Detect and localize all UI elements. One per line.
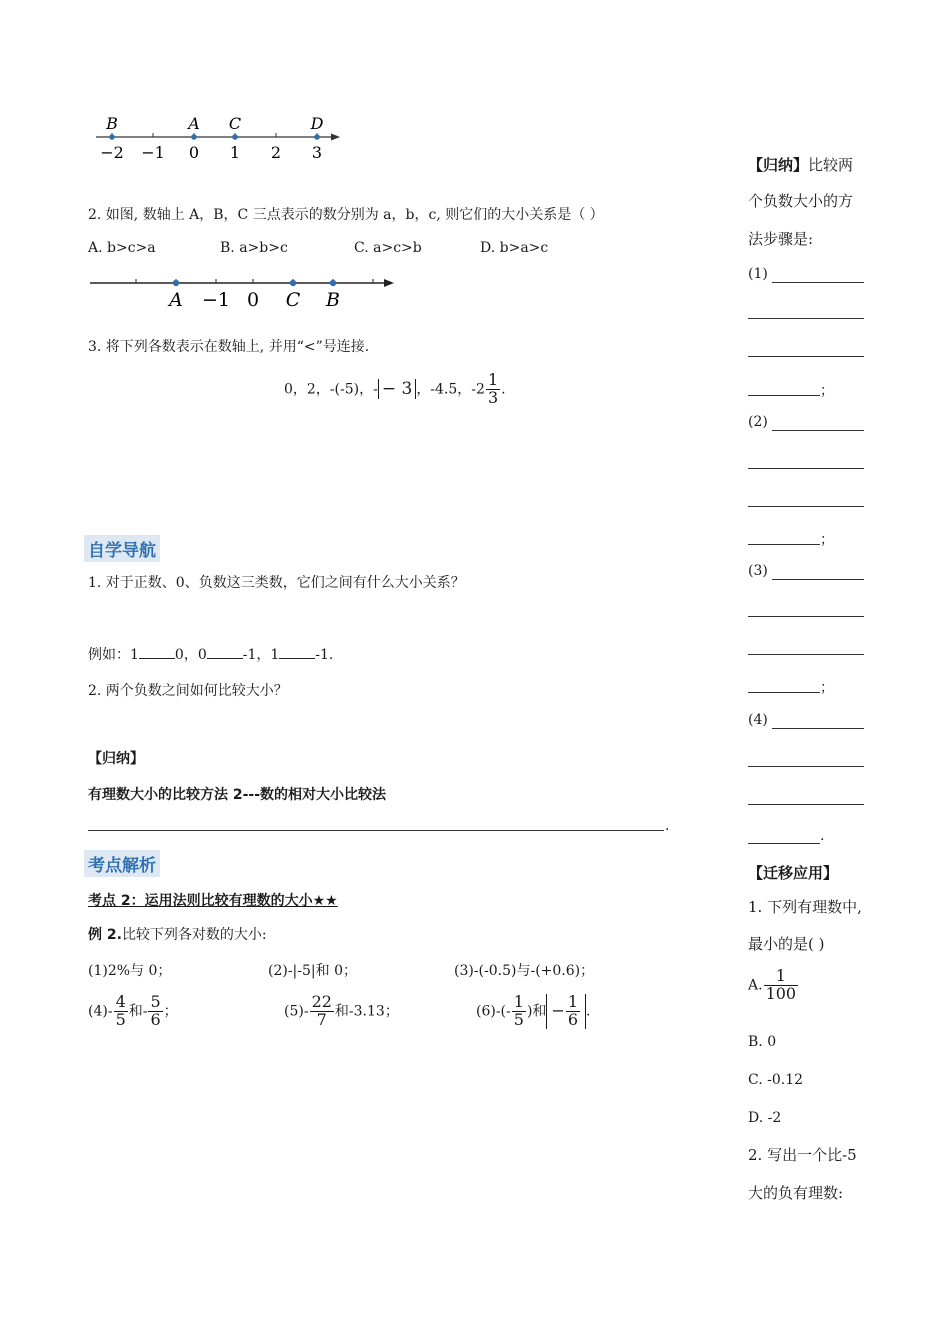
analysis-point-title: 考点 2：运用法则比较有理数的大小★★ (88, 893, 338, 909)
label-c: C (285, 289, 301, 311)
answer-line (748, 356, 864, 357)
point-label: A (188, 114, 200, 133)
answer-line (772, 282, 864, 283)
sidebar-step-2-semicolon: ； (820, 532, 834, 548)
sidebar-tq1-line1: 1. 下列有理数中, (748, 898, 862, 916)
question-2-option-c: C. a>c>b (354, 240, 422, 256)
point-marker (109, 134, 115, 140)
self-study-heading: 自学导航 (84, 535, 160, 562)
answer-line (748, 395, 820, 396)
point-b (330, 280, 336, 286)
answer-line (748, 692, 820, 693)
example-2-part-6: (6)-(- $\frac{1}{5}$ )和 − $\frac{1}{6}$ . (476, 992, 591, 1029)
answer-line (748, 468, 864, 469)
sidebar-transfer-label: 【迁移应用】 (748, 864, 839, 882)
point-label: D (310, 114, 324, 133)
example-2-part-2: (2)-|-5|和 0； (268, 963, 357, 979)
answer-line (748, 766, 864, 767)
label-a: A (169, 289, 183, 311)
answer-line (748, 318, 864, 319)
sidebar-step-1-semicolon: ； (820, 383, 834, 399)
answer-line (748, 616, 864, 617)
sidebar-tq2-line2: 大的负有理数: (748, 1184, 844, 1202)
sidebar-tq1-option-d: D. -2 (748, 1110, 782, 1126)
point-a (173, 280, 179, 286)
label-zero: 0 (246, 289, 260, 311)
example-2: 例 2.比较下列各对数的大小: (88, 927, 267, 943)
question-3-expression: 0，2，-(-5)，- − 3 ，-4.5，-2 $\frac{1}{3}$ . (284, 370, 506, 407)
sidebar-tq1-line2: 最小的是( ) (748, 935, 825, 953)
question-2-option-a: A. b>c>a (88, 240, 156, 256)
tick-label: −1 (141, 143, 165, 162)
point-marker (191, 134, 197, 140)
sidebar-step-3-semicolon: ； (820, 680, 834, 696)
self-study-example: 例如：1 0，0 -1，1 -1. (88, 644, 333, 664)
sidebar-tq1-option-b: B. 0 (748, 1034, 777, 1050)
absolute-value-bars: − 3 (378, 379, 416, 399)
sidebar-tq1-option-a: A. $\frac{1}{100}$ (748, 966, 797, 1003)
tick-label: −2 (100, 143, 124, 162)
point-label: B (106, 114, 118, 133)
answer-line (772, 430, 864, 431)
example-2-part-5: (5)- $\frac{22}{7}$ 和-3.13； (284, 992, 399, 1029)
question-2-text: 2. 如图, 数轴上 A，B，C 三点表示的数分别为 a，b，c, 则它们的大小关系是（ ） (88, 207, 604, 223)
sidebar-step-4-dot: . (820, 828, 825, 844)
axis-arrow (331, 134, 340, 141)
point-c (290, 280, 296, 286)
point-label: C (228, 114, 242, 133)
sidebar-summary-line2: 个负数大小的方 (748, 192, 854, 210)
self-study-q1: 1. 对于正数、0、负数这三类数，它们之间有什么大小关系？ (88, 575, 465, 591)
label-b: B (326, 289, 340, 311)
summary-end-dot: . (665, 818, 670, 834)
example-2-part-1: (1)2%与 0； (88, 963, 172, 979)
absolute-value-bars: − $\frac{1}{6}$ (546, 994, 586, 1029)
tick-label: 3 (311, 143, 323, 162)
sidebar-tq1-option-c: C. -0.12 (748, 1072, 804, 1088)
summary-method: 有理数大小的比较方法 2---数的相对大小比较法 (88, 787, 387, 803)
sidebar-step-4: (4) (748, 712, 768, 728)
self-study-q2: 2. 两个负数之间如何比较大小？ (88, 683, 288, 699)
sidebar-step-3: (3) (748, 563, 768, 579)
answer-line (772, 579, 864, 580)
sidebar-tq2-line1: 2. 写出一个比-5 (748, 1146, 857, 1164)
question-2-option-d: D. b>a>c (480, 240, 549, 256)
question-3-text: 3. 将下列各数表示在数轴上, 并用“<”号连接. (88, 339, 370, 355)
point-marker (314, 134, 320, 140)
question-2-option-b: B. a>b>c (220, 240, 288, 256)
number-line-1 (90, 108, 350, 168)
tick-label: 1 (229, 143, 241, 162)
sidebar-summary-line3: 法步骤是: (748, 230, 814, 248)
analysis-heading: 考点解析 (84, 850, 160, 877)
answer-line (748, 843, 820, 844)
answer-line (748, 506, 864, 507)
example-2-part-3: (3)-(-0.5)与-(+0.6)； (454, 963, 595, 979)
sidebar-step-1: (1) (748, 266, 768, 282)
answer-line (748, 804, 864, 805)
sidebar-step-2: (2) (748, 414, 768, 430)
number-line-2 (86, 268, 406, 312)
answer-line (772, 728, 864, 729)
tick-label: 2 (270, 143, 282, 162)
summary-label: 【归纳】 (88, 751, 144, 767)
label-minus-one: −1 (201, 289, 231, 311)
answer-line (748, 544, 820, 545)
point-marker (232, 134, 238, 140)
example-2-part-4: (4)- $\frac{4}{5}$ 和- $\frac{5}{6}$ ； (88, 992, 178, 1029)
tick-label: 0 (188, 143, 200, 162)
axis-arrow (384, 279, 394, 287)
summary-answer-line (88, 830, 664, 831)
answer-line (748, 654, 864, 655)
sidebar-summary-line1: 【归纳】比较两 (748, 156, 854, 174)
